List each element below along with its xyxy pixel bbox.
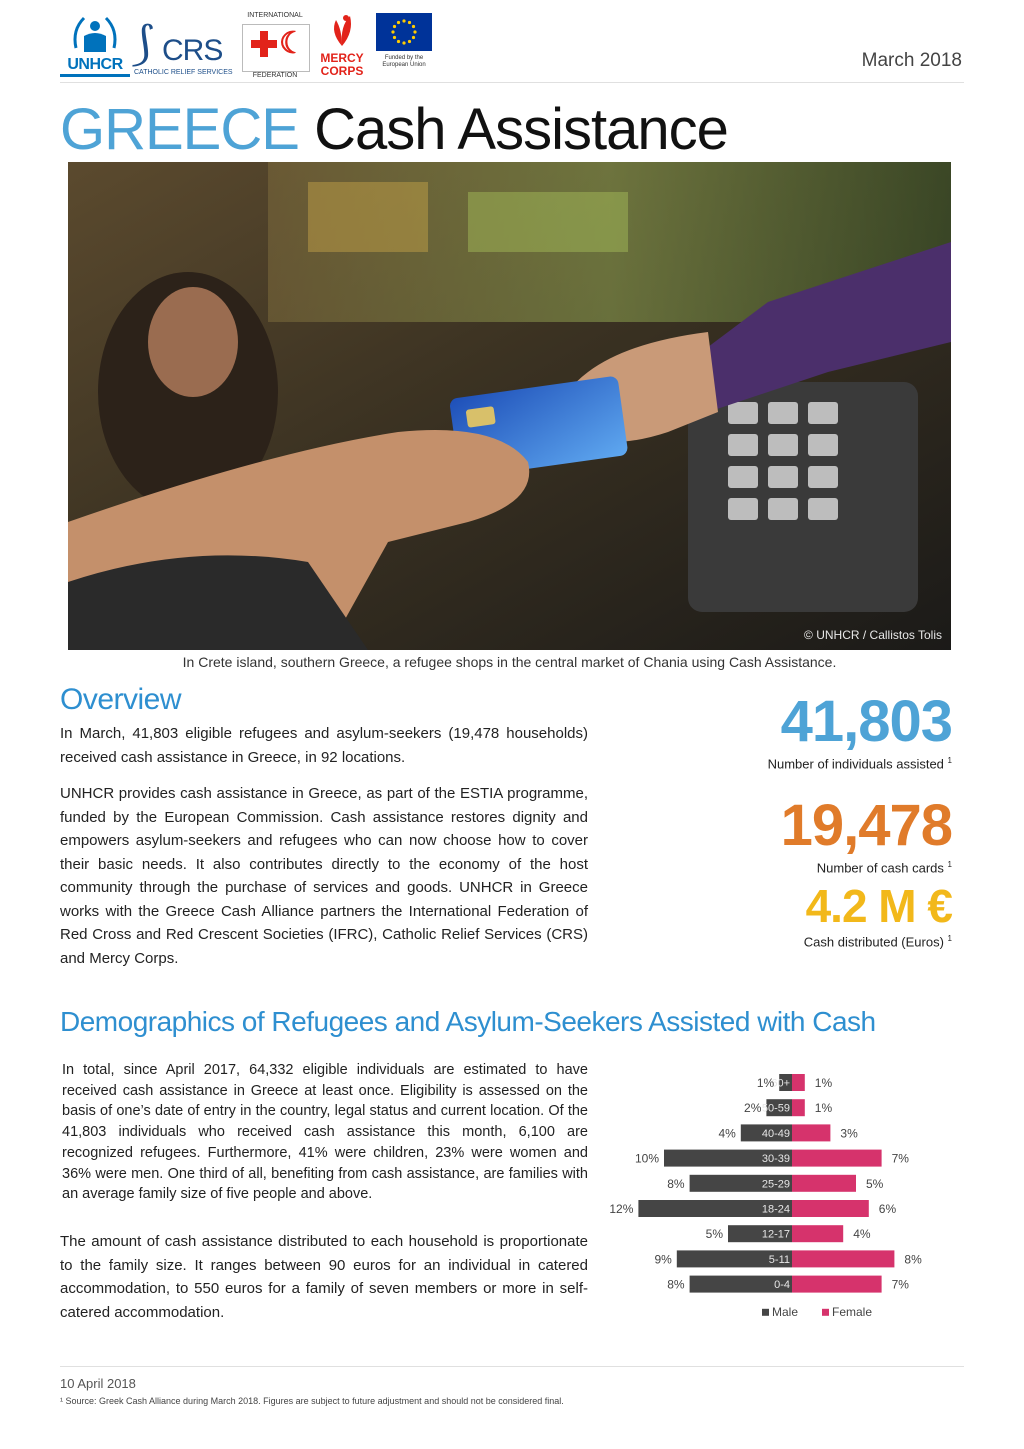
age-group-label: 25-29 [761,1178,790,1191]
male-value-label: 4% [718,1126,736,1141]
female-bar [792,1124,830,1141]
population-pyramid-chart [596,1070,976,1330]
crs-logo-subtitle: CATHOLIC RELIEF SERVICES [134,69,233,76]
crs-logo [134,14,234,78]
eu-logo-caption: Funded by the European Union [382,55,426,68]
kpi-cash-distributed [804,882,952,949]
male-value-label: 8% [667,1176,685,1191]
age-group-label: 30-39 [761,1153,790,1166]
crs-mark-icon: ⟆ [134,16,152,70]
age-group-label: 0-4 [774,1279,790,1292]
kpi-label: Cash distributed (Euros) [803,934,944,950]
ifrc-logo [240,12,310,78]
page-title [60,98,728,162]
female-value-label: 6% [878,1202,897,1216]
female-value-label: 7% [891,1277,909,1292]
kpi-value: 19,478 [780,793,952,858]
female-bar [792,1225,843,1242]
female-bar [792,1276,882,1293]
overview-paragraph-2: UNHCR provides cash assistance in Greece, as part of the ESTIA programme, funded by the European Commission. Cash assistance restores dignity and empowers asylum-seekers and refugees who can now choose how to cover their basic needs. It also contributes directly to the economy of the host community through the purchase of services and goods. UNHCR in Greece works with the Greece Cash Alliance partners the International Federation of Red Cross and Red Crescent Societies (IFRC), Catholic Relief Services (CRS) and Mercy Corps. [60,785,588,967]
market-scene-illustration [68,162,951,650]
eu-flag-icon [376,13,432,51]
title-rest: Cash Assistance [298,97,728,162]
age-group-label: 40-49 [761,1127,790,1140]
demographics-paragraph-2: The amount of cash assistance distributed to each household is proportionate to the family size. It ranges between 90 euros for an individual in catered accommodation, to 550 euros for a family of seven members or more in self-catered accommodation. [60,1233,588,1321]
footer-divider [60,1366,964,1367]
overview-paragraph-1: In March, 41,803 eligible refugees and asylum-seekers (19,478 households) received cash assistance in Greece, in 92 locations. [60,725,588,766]
female-value-label: 4% [853,1227,871,1242]
age-group-label: 50-59 [761,1102,790,1115]
red-crescent-icon: ☾ [279,27,306,60]
kpi-cash-cards [780,793,952,876]
title-country: GREECE [60,97,299,162]
male-value-label: 5% [705,1227,723,1242]
female-bar [792,1200,869,1217]
hero-photo [68,162,951,650]
female-bar [792,1150,882,1167]
kpi-footnote-ref: 1 [947,756,952,765]
crs-logo-text: CRS [162,34,223,67]
female-value-label: 5% [866,1176,884,1191]
female-value-label: 7% [891,1151,909,1166]
overview-heading: Overview [60,683,182,716]
legend-female-swatch [822,1309,829,1316]
male-value-label: 1% [756,1076,775,1090]
photo-credit: © UNHCR / Callistos Tolis [804,628,942,642]
unhcr-logo [60,12,130,78]
footnote: ¹ Source: Greek Cash Alliance during March 2018. Figures are subject to future adjustment and should not be considered final. [60,1396,564,1406]
female-value-label: 8% [904,1252,922,1267]
female-bar [792,1074,805,1091]
male-value-label: 2% [744,1101,762,1116]
male-value-label: 8% [667,1277,685,1292]
male-value-label: 9% [654,1252,672,1267]
kpi-value: 41,803 [780,689,952,754]
kpi-label: Number of cash cards [816,860,944,876]
legend-female-label: Female [832,1304,873,1319]
red-cross-icon [251,31,277,57]
photo-caption: In Crete island, southern Greece, a refugee shops in the central market of Chania using Cash Assistance. [182,654,837,670]
demographics-paragraph-1: In total, since April 2017, 64,332 eligible individuals are estimated to have received cash assistance in Greece at least once. Eligibility is assessed on the basis of one’s date of entry in the country, legal status and current location. Of the 41,803 individuals who received cash assistance this month, 6,100 are recognized refugees. Furthermore, 41% were children, 23% were women and 36% were men. One third of all, benefiting from cash assistance, are families with an average family size of five people and above. [62,1062,588,1203]
age-group-label: 5-11 [768,1253,790,1266]
age-group-label: 18-24 [761,1203,790,1216]
female-value-label: 1% [814,1101,833,1116]
unhcr-emblem-icon [70,12,120,54]
female-bar [792,1250,894,1267]
age-group-label: 60+ [771,1077,790,1090]
kpi-value: 4.2 M € [805,880,952,932]
footer-date: 10 April 2018 [60,1376,136,1391]
demographics-heading: Demographics of Refugees and Asylum-Seekers Assisted with Cash [60,1006,876,1037]
legend-male-label: Male [772,1304,799,1319]
kpi-footnote-ref: 1 [947,934,952,943]
unhcr-logo-text: UNHCR [67,56,123,73]
ifrc-logo-bottom: FEDERATION [252,72,298,79]
female-value-label: 1% [814,1076,833,1090]
kpi-footnote-ref: 1 [947,860,952,869]
female-bar [792,1099,805,1116]
female-bar [792,1175,856,1192]
mercy-corps-figure-icon [324,12,360,48]
eu-logo [376,13,432,79]
kpi-label: Number of individuals assisted [767,756,944,772]
mercy-corps-logo-text: MERCY CORPS [320,51,364,78]
legend-male-swatch [762,1309,769,1316]
male-value-label: 10% [634,1151,659,1166]
kpi-individuals [767,689,952,772]
male-value-label: 12% [609,1202,634,1216]
female-value-label: 3% [840,1126,858,1141]
age-group-label: 12-17 [761,1228,790,1241]
report-date: March 2018 [861,50,962,71]
mercy-corps-logo [314,12,370,78]
ifrc-logo-top: INTERNATIONAL [247,12,303,19]
header-divider [60,82,964,83]
